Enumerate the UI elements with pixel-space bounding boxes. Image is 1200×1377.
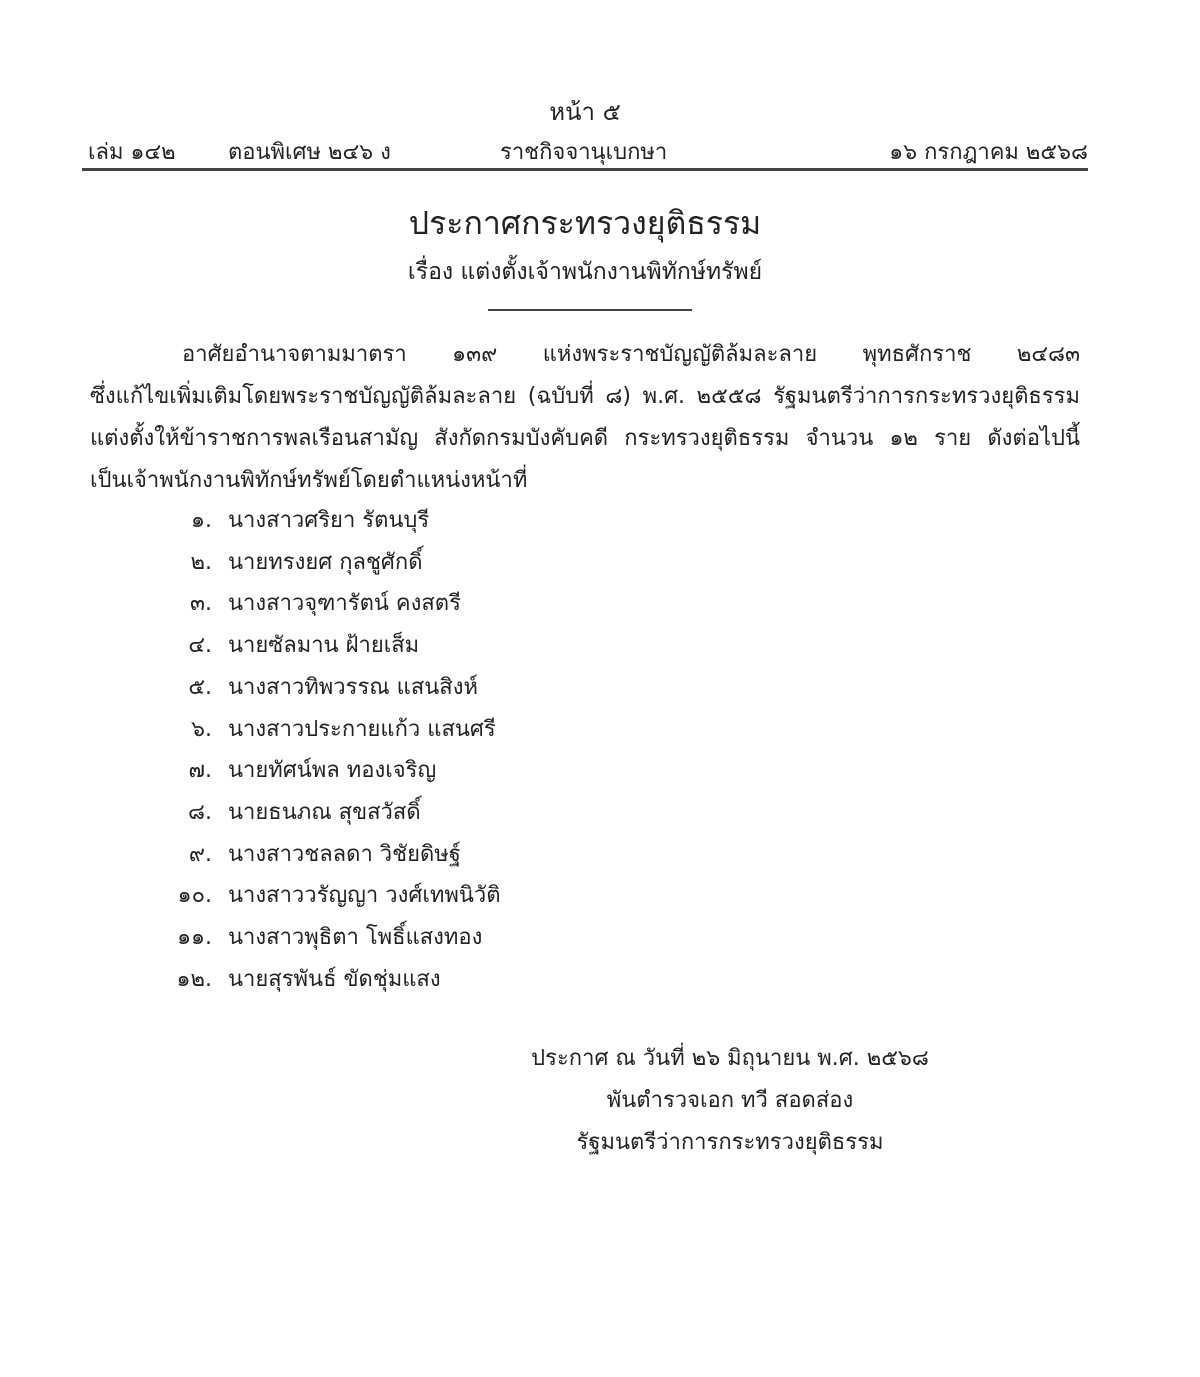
appointee-name: นายธนภณ สุขสวัสดิ์	[228, 799, 421, 825]
list-item	[160, 917, 501, 959]
header-divider	[82, 168, 1088, 171]
item-number: ๗.	[188, 758, 212, 784]
list-item	[160, 959, 501, 1001]
title-divider	[488, 309, 692, 311]
appointee-name: นางสาวพุธิตา โพธิ์แสงทอง	[228, 925, 483, 951]
item-number: ๙.	[188, 841, 212, 867]
appointee-name: นางสาวศริยา รัตนบุรี	[228, 508, 430, 533]
list-item	[160, 792, 501, 834]
list-item	[160, 583, 501, 625]
signer-position: รัฐมนตรีว่าการกระทรวงยุติธรรม	[576, 1130, 884, 1155]
item-number: ๑๒.	[176, 966, 212, 992]
appointee-name: นางสาวประกายแก้ว แสนศรี	[228, 716, 496, 742]
page-number: หน้า ๕	[549, 98, 621, 126]
document-subject: เรื่อง แต่งตั้งเจ้าพนักงานพิทักษ์ทรัพย์	[407, 259, 763, 285]
item-number: ๖.	[191, 716, 212, 742]
list-item	[160, 834, 501, 876]
document-title: ประกาศกระทรวงยุติธรรม	[408, 204, 762, 242]
issue: ตอนพิเศษ ๒๔๖ ง	[228, 140, 391, 165]
appointee-name: นางสาววรัญญา วงศ์เทพนิวัติ	[228, 883, 501, 909]
item-number: ๔.	[188, 633, 212, 659]
signer-name: พันตำรวจเอก ทวี สอดส่อง	[606, 1088, 854, 1113]
appointee-name: นายซัลมาน ฝ้ายเส็ม	[228, 633, 420, 659]
announcement-date: ประกาศ ณ วันที่ ๒๖ มิถุนายน พ.ศ. ๒๕๖๘	[531, 1046, 929, 1071]
item-number: ๒.	[190, 549, 212, 575]
item-number: ๑๐.	[177, 883, 212, 909]
body-line: เป็นเจ้าพนักงานพิทักษ์ทรัพย์โดยตำแหน่งหน้าที่	[90, 468, 528, 493]
body-paragraph	[90, 334, 1080, 502]
appointee-name: นางสาวชลลดา วิชัยดิษฐ์	[228, 841, 461, 867]
body-line: อาศัยอำนาจตามมาตรา ๑๓๙ แห่งพระราชบัญญัติล้มละลาย พุทธศักราช ๒๔๘๓	[182, 342, 1080, 367]
appointee-list	[160, 500, 501, 1000]
appointee-name: นายสุรพันธ์ ขัดชุ่มแสง	[228, 966, 441, 992]
signature-block	[300, 1038, 1160, 1164]
item-number: ๑๑.	[177, 925, 212, 951]
item-number: ๘.	[188, 799, 212, 825]
gazette-name: ราชกิจจานุเบกษา	[500, 140, 668, 165]
list-item	[160, 625, 501, 667]
item-number: ๕.	[188, 674, 212, 700]
appointee-name: นายทัศน์พล ทองเจริญ	[228, 758, 437, 784]
item-number: ๑.	[191, 508, 212, 533]
item-number: ๓.	[189, 591, 212, 617]
body-line: ซึ่งแก้ไขเพิ่มเติมโดยพระราชบัญญัติล้มละลาย (ฉบับที่ ๘) พ.ศ. ๒๕๕๘ รัฐมนตรีว่าการกระทรวงยุติธรรม	[90, 384, 1080, 409]
appointee-name: นายทรงยศ กุลชูศักดิ์	[228, 549, 423, 575]
list-item	[160, 500, 501, 542]
appointee-name: นางสาวทิพวรรณ แสนสิงห์	[228, 674, 478, 700]
appointee-name: นางสาวจุฑารัตน์ คงสตรี	[228, 591, 461, 617]
list-item	[160, 542, 501, 584]
list-item	[160, 667, 501, 709]
volume: เล่ม ๑๔๒	[88, 140, 176, 165]
list-item	[160, 709, 501, 751]
publication-date: ๑๖ กรกฎาคม ๒๕๖๘	[889, 140, 1088, 165]
list-item	[160, 875, 501, 917]
gazette-header	[88, 134, 1088, 166]
body-line: แต่งตั้งให้ข้าราชการพลเรือนสามัญ สังกัดกรมบังคับคดี กระทรวงยุติธรรม จำนวน ๑๒ ราย ดังต่อไปนี้	[90, 426, 1080, 451]
list-item	[160, 750, 501, 792]
